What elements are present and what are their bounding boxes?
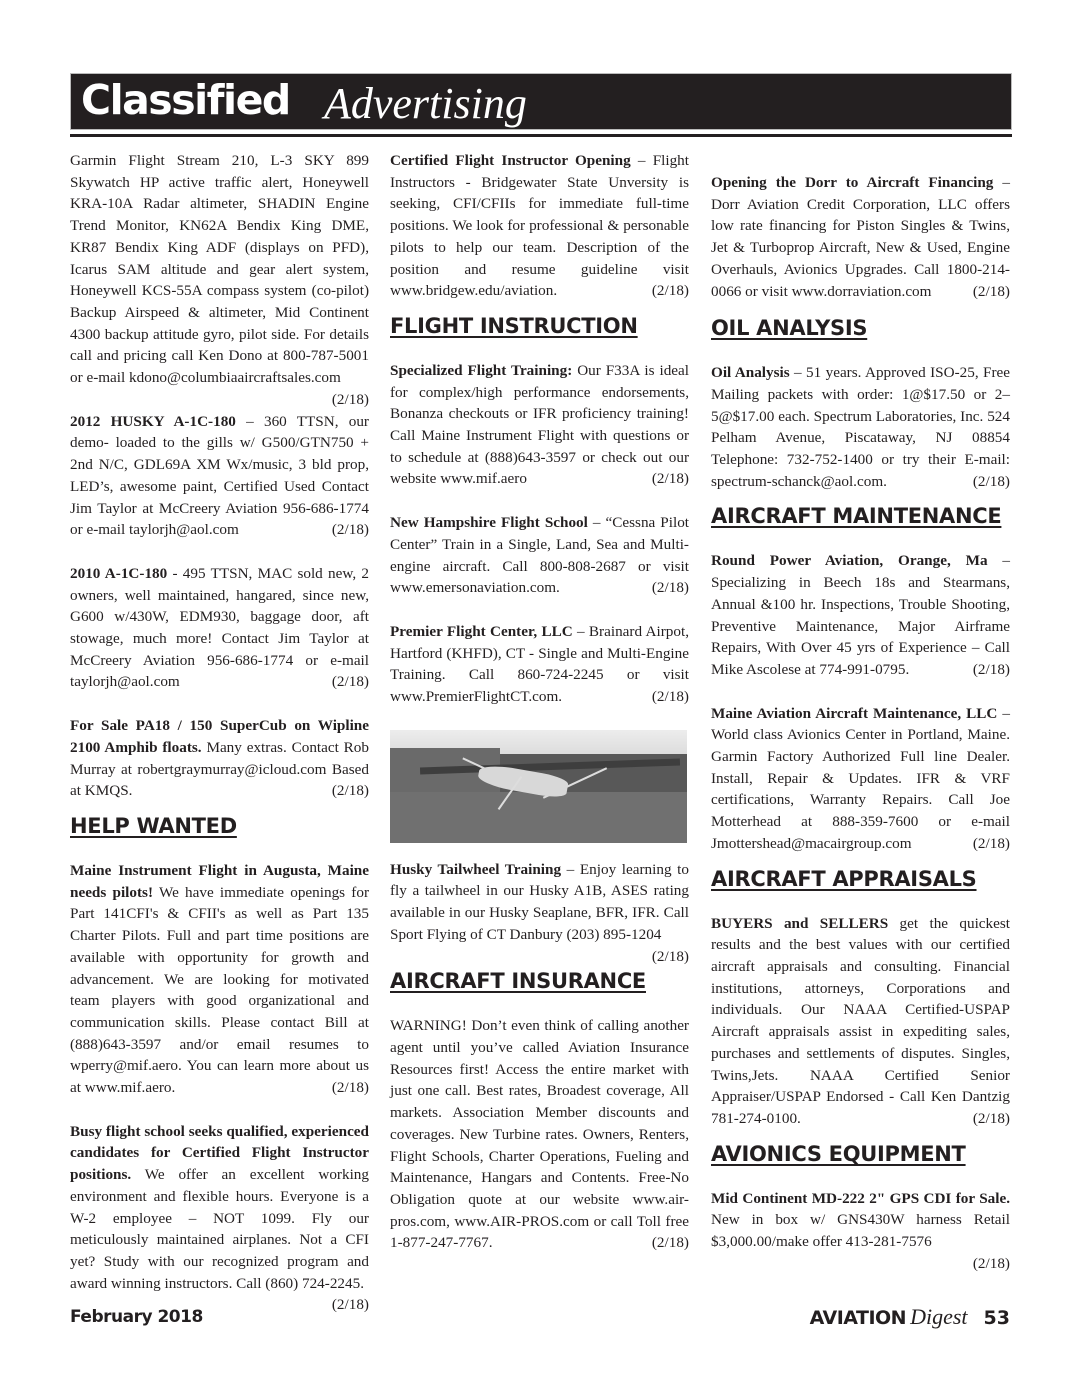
ad-lead: Maine Aviation Aircraft Maintenance, LLC <box>711 704 998 722</box>
ad-date: (2/18) <box>651 470 689 488</box>
classified-ad: WARNING! Don’t even think of calling another agent until you’ve called Aviation Insurance Resources first! Access the entire market with just one call. Best rates, Broadest coverage, All markets. Association Member discounts and coverages. New Turbine rates. Owners, Renters, Flight Schools, Charter Operations, Fueling and Maintenance, Hangars and Contents. Free-No Obligation quote at our website www.air-pros.com, www.AIR-PROS.com or call Toll free 1-877-247-7767. (2/18) <box>390 1015 689 1254</box>
ad-lead: Maine Instrument Flight in Augusta, Maine needs pilots! <box>70 861 369 901</box>
ad-lead: Specialized Flight Training: <box>390 361 573 379</box>
classified-ad: Busy flight school seeks qualified, experienced candidates for Certified Flight Instructor positions. We offer an excellent working environment and flexible hours. Everyone is a W-2 employee – NOT 1099. Fly our meticulously maintained airplanes. Not a CFI yet? Study with our recognized program and award winning instructors. Call (860) 724-2245. (2/18) <box>70 1121 369 1295</box>
column-2 <box>390 150 689 1276</box>
ad-date: (2/18) <box>972 834 1010 852</box>
ad-lead: 2012 HUSKY A-1C-180 <box>70 412 236 430</box>
classified-ad: Opening the Dorr to Aircraft Financing – Dorr Aviation Credit Corporation, LLC offers low rate financing for Piston Singles & Twins, Jet & Turboprop Aircraft, New & Used, Engine Overhauls, Avionics Upgrades. Call 1800-214-0066 or visit www.dorraviation.com (2/18) <box>711 172 1010 302</box>
ad-lead: Opening the Dorr to Aircraft Financing <box>711 174 994 191</box>
footer-brand-italic: Digest <box>910 1304 968 1329</box>
ad-date: (2/18) <box>972 1254 1010 1272</box>
classified-ad: 2010 A-1C-180 - 495 TTSN, MAC sold new, 2 owners, well maintained, hangared, since new, G600 w/430W, EDM930, baggage door, aft stowage, much more! Contact Jim Taylor at McCreery Aviation 956-686-1774 or e-mail taylorjh@aol.com (2/18) <box>70 563 369 693</box>
ad-date: (2/18) <box>972 1109 1010 1127</box>
ad-date: (2/18) <box>651 579 689 597</box>
ad-date: (2/18) <box>331 390 369 408</box>
classified-ad: Husky Tailwheel Training – Enjoy learning to fly a tailwheel in our Husky A1B, ASES rating available in our Husky Seaplane, BFR, IFR. Call Sport Flying of CT Danbury (203) 895-1204 (2/18) <box>390 859 689 968</box>
classified-ad: New Hampshire Flight School – “Cessna Pilot Center” Train in a Single, Land, Sea and Multi-engine aircraft. Call 800-808-2687 or visit www.emersonaviation.com. (2/18) <box>390 512 689 599</box>
ad-lead: Oil Analysis <box>711 364 790 382</box>
ad-date: (2/18) <box>331 521 369 539</box>
classified-ad: Certified Flight Instructor Opening – Flight Instructors - Bridgewater State Unversity is seeking, CFI/CFIIs for immediate full-time positions. We look for professional & personable pilots to help our team. Description of the position and resume guideline visit www.bridgew.edu/aviation. (2/18) <box>390 150 689 302</box>
banner-rule <box>70 134 1012 137</box>
ad-lead: Certified Flight Instructor Opening <box>390 152 631 169</box>
classified-ad: 2012 HUSKY A-1C-180 – 360 TTSN, our demo- loaded to the gills w/ G500/GTN750 + 2nd N/C, GDL69A XM Wx/music, 3 bld prop, LED’s, awesome paint, Certified Used Contact Jim Taylor at McCreery Aviation 956-686-1774 or e-mail taylorjh@aol.com (2/18) <box>70 411 369 541</box>
classified-ad: For Sale PA18 / 150 SuperCub on Wipline 2100 Amphib floats. Many extras. Contact Rob Murray at robertgraymurray@icloud.com Based at KMQS. (2/18) <box>70 715 369 802</box>
ad-date: (2/18) <box>331 782 369 800</box>
ad-date: (2/18) <box>651 947 689 965</box>
ad-lead: 2010 A-1C-180 <box>70 564 168 582</box>
ad-date: (2/18) <box>972 472 1010 490</box>
ad-date: (2/18) <box>972 282 1010 300</box>
ad-date: (2/18) <box>331 1296 369 1314</box>
section-heading-aircraft-maintenance: AIRCRAFT MAINTENANCE <box>711 504 1002 529</box>
footer-branding <box>810 1304 1010 1330</box>
airplane-photo <box>390 730 687 843</box>
classified-ad: Garmin Flight Stream 210, L-3 SKY 899 Skywatch HP active traffic alert, Honeywell KRA-10A Radar altimeter, SHADIN Engine Trend Monitor, KN62A Bendix King DME, KR87 Bendix King ADF (displays on PFD), Icarus SAM altitude and gear alert system, Honeywell KCS-55A compass system (co-pilot) Backup Airspeed & altimeter, Mid Continent 4300 backup attitude gyro, pilot side. For details call and pricing call Ken Dono at 800-787-5001 or e-mail kdono@columbiaaircraftsales.com (2/18) <box>70 150 369 389</box>
column-1 <box>70 150 369 1316</box>
classified-ad: Maine Instrument Flight in Augusta, Maine needs pilots! We have immediate openings for Part 141CFI's & CFII's as well as Part 135 Charter Pilots. Full and part time positions are available with opportunity for growth and advancement. We are looking for motivated team players with good organizational and communication skills. Please contact Bill at (888)643-3597 and/or email resumes to wperry@mif.aero. You can learn more about us at www.mif.aero. (2/18) <box>70 860 369 1099</box>
ad-lead: New Hampshire Flight School <box>390 514 588 532</box>
column-3 <box>711 172 1010 1296</box>
ad-lead: Round Power Aviation, Orange, Ma <box>711 552 988 570</box>
classified-ad: Specialized Flight Training: Our F33A is ideal for complex/high performance endorsements, Bonanza checkouts or IFR proficiency training! Call Maine Instrument Flight with questions or to schedule at (888)643-3597 or check out our website www.mif.aero (2/18) <box>390 360 689 490</box>
classified-ad: Oil Analysis – 51 years. Approved ISO-25, Free Mailing packets with order: 1@$17.50 or 2–5@$17.00 each. Spectrum Laboratories, Inc. 524 Pelham Avenue, Piscataway, NJ 08854 Telephone: 732-752-1400 or try their E-mail: spectrum-schanck@aol.com. (2/18) <box>711 362 1010 492</box>
classified-ad: BUYERS and SELLERS get the quickest results and the best values with our certified aircraft appraisals and consulting. Financial institutions, attorneys, Corporations and individuals. Our NAAA Certified-USPAP Aircraft appraisals assist in expediting sales, purchases and settlements of disputes. Singles, Twins,Jets. NAAA Certified Senior Appraiser/USPAP Endorsed - Call Ken Dantzig 781-274-0100. (2/18) <box>711 913 1010 1130</box>
ad-lead: Husky Tailwheel Training <box>390 860 562 878</box>
section-heading-aircraft-insurance: AIRCRAFT INSURANCE <box>390 969 646 994</box>
footer-issue-date: February 2018 <box>70 1307 203 1327</box>
section-heading-help-wanted: HELP WANTED <box>70 813 237 838</box>
ad-lead: For Sale PA18 / 150 SuperCub on Wipline 2100 Amphib floats. <box>70 717 369 756</box>
classified-ad: Mid Continent MD-222 2" GPS CDI for Sale. New in box w/ GNS430W harness Retail $3,000.00/make offer 413-281-7576 (2/18) <box>711 1188 1010 1275</box>
classified-ad: Premier Flight Center, LLC – Brainard Airpot, Hartford (KHFD), CT - Single and Multi-Engine Training. Call 860-724-2245 or visit www.PremierFlightCT.com. (2/18) <box>390 621 689 708</box>
section-heading-avionics-equipment: AVIONICS EQUIPMENT <box>711 1141 966 1166</box>
page-number: 53 <box>983 1307 1010 1329</box>
banner-title-italic: Advertising <box>324 79 527 128</box>
photo-ground <box>390 792 687 843</box>
banner-title-bold: Classified <box>81 76 290 124</box>
ad-date: (2/18) <box>651 1234 689 1252</box>
ad-date: (2/18) <box>651 688 689 706</box>
ad-lead: BUYERS and SELLERS <box>711 914 889 932</box>
section-heading-aircraft-appraisals: AIRCRAFT APPRAISALS <box>711 866 977 891</box>
classified-ad: Round Power Aviation, Orange, Ma – Specializing in Beech 18s and Stearmans, Annual &100 hr. Inspections, Trouble Shooting, Preventive Maintenance, Major Airframe Repairs, With Over 45 yrs of Experience – Call Mike Ascolese at 774-991-0795. (2/18) <box>711 550 1010 680</box>
ad-date: (2/18) <box>331 1079 369 1097</box>
section-heading-flight-instruction: FLIGHT INSTRUCTION <box>390 313 638 338</box>
ad-date: (2/18) <box>331 673 369 691</box>
footer-brand: AVIATION <box>809 1307 907 1329</box>
ad-date: (2/18) <box>651 282 689 300</box>
classified-ad: Maine Aviation Aircraft Maintenance, LLC – World class Avionics Center in Portland, Maine. Garmin Factory Authorized Full line Dealer. Install, Repair & Updates. IFR & VRF certifications, Warranty Repairs. Call Joe Motterhead at 888-359-7600 or e-mail Jmottershead@macairgroup.com (2/18) <box>711 703 1010 855</box>
ad-date: (2/18) <box>972 660 1010 678</box>
section-heading-oil-analysis: OIL ANALYSIS <box>711 316 868 341</box>
page-banner <box>70 73 1012 130</box>
ad-lead: Premier Flight Center, LLC <box>390 622 573 640</box>
ad-lead: Busy flight school seeks qualified, experienced candidates for Certified Flight Instructor positions. <box>70 1122 369 1184</box>
ad-lead: Mid Continent MD-222 2" GPS CDI for Sale. <box>711 1189 1010 1207</box>
